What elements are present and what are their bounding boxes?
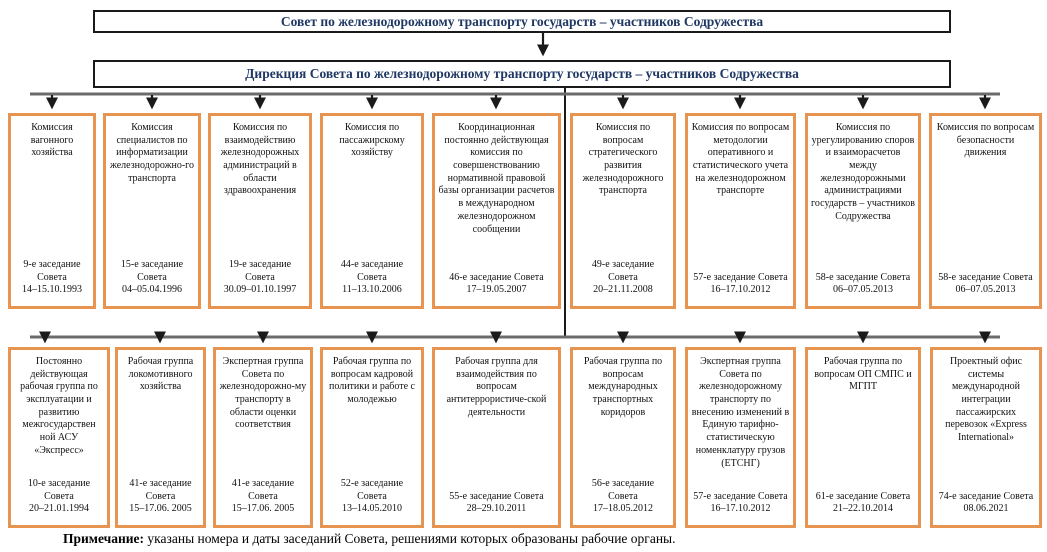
working-group-box-5	[432, 347, 561, 528]
commission-title: Комиссия по взаимодействию железнодорожных администраций в области здравоохранения	[220, 122, 300, 197]
directorate-box	[93, 60, 951, 88]
working-group-title: Проектный офис системы международной интеграции пассажирских перевозок «Express International»	[945, 356, 1027, 444]
commission-session	[438, 272, 555, 297]
working-group-session	[219, 478, 307, 516]
session-number: 19-е заседание Совета	[228, 258, 292, 283]
commission-box-4	[320, 113, 424, 309]
commission-title: Комиссия по вопросам стратегического развития железнодорожного транспорта	[582, 122, 664, 197]
session-date: 16–17.10.2012	[710, 284, 771, 296]
session-date: 06–07.05.2013	[955, 284, 1016, 296]
session-number: 41-е заседание Совета	[129, 477, 192, 502]
session-number: 74-е заседание Совета	[938, 490, 1034, 502]
working-group-title: Экспертная группа Совета по железнодорожному транспорту по внесению изменений в Единую тарифно-статистическую номенклатуру грузов (ЕТСНГ)	[691, 356, 790, 469]
session-date: 20–21.01.1994	[29, 503, 89, 515]
session-date: 06–07.05.2013	[833, 284, 893, 296]
working-group-title: Рабочая группа для взаимодействия по вопросам антитеррористиче-ской деятельности	[446, 356, 547, 418]
working-group-session	[438, 491, 555, 516]
session-date: 28–29.10.2011	[466, 503, 527, 515]
working-group-title: Рабочая группа локомотивного хозяйства	[127, 356, 194, 393]
working-group-session	[326, 478, 418, 516]
working-group-box-1	[8, 347, 110, 528]
session-number: 9-е заседание Совета	[23, 258, 81, 283]
working-group-session	[14, 478, 104, 516]
session-date: 13–14.05.2010	[342, 503, 402, 515]
working-group-box-6	[570, 347, 676, 528]
session-number: 56-е заседание Совета	[591, 477, 655, 502]
commission-title: Комиссия по вопросам безопасности движения	[936, 122, 1035, 159]
working-group-session	[691, 491, 790, 516]
commission-session	[326, 259, 418, 297]
commission-session	[691, 272, 790, 297]
working-group-title: Рабочая группа по вопросам ОП СМПС и МГПТ	[814, 356, 912, 393]
session-number: 52-е заседание Совета	[340, 477, 404, 502]
session-number: 58-е заседание Совета	[815, 271, 911, 283]
council-box	[93, 10, 951, 33]
commission-title: Комиссия вагонного хозяйства	[30, 122, 74, 159]
session-date: 04–05.04.1996	[122, 284, 182, 296]
commission-session	[811, 272, 915, 297]
commission-box-3	[208, 113, 312, 309]
session-number: 57-е заседание Совета	[693, 271, 788, 283]
working-group-title: Постоянно действующая рабочая группа по эксплуатации и развитию межгосударствен ной АСУ «Экспресс»	[20, 356, 98, 456]
session-number: 44-е заседание Совета	[340, 258, 404, 283]
session-number: 61-е заседание Совета	[815, 490, 911, 502]
commission-title: Комиссия по пассажирскому хозяйству	[339, 122, 405, 159]
session-number: 49-е заседание Совета	[591, 258, 655, 283]
commission-title: Комиссия специалистов по информатизации железнодорожно-го транспорта	[109, 122, 195, 184]
commission-session	[109, 259, 195, 297]
commission-session	[935, 272, 1036, 297]
working-group-box-4	[320, 347, 424, 528]
session-date: 16–17.10.2012	[710, 503, 771, 515]
working-group-session	[121, 478, 200, 516]
session-number: 10-е заседание Совета	[27, 477, 91, 502]
session-date: 17–18.05.2012	[593, 503, 653, 515]
commission-box-1	[8, 113, 96, 309]
session-date: 15–17.06. 2005	[129, 503, 192, 515]
session-number: 46-е заседание Совета	[449, 271, 544, 283]
session-number: 41-е заседание Совета	[231, 477, 295, 502]
session-date: 15–17.06. 2005	[231, 503, 295, 515]
commission-session	[214, 259, 306, 297]
commission-box-5	[432, 113, 561, 309]
council-title: Совет по железнодорожному транспорту государств – участников Содружества	[280, 13, 764, 29]
session-number: 58-е заседание Совета	[938, 271, 1033, 283]
working-group-title: Рабочая группа по вопросам международных транспортных коридоров	[583, 356, 663, 418]
session-date: 14–15.10.1993	[22, 284, 82, 296]
session-date: 20–21.11.2008	[593, 284, 653, 296]
working-group-session	[576, 478, 670, 516]
working-group-session	[811, 491, 915, 516]
working-group-box-2	[115, 347, 206, 528]
session-date: 17–19.05.2007	[466, 284, 527, 296]
commission-box-6	[570, 113, 676, 309]
working-group-title: Экспертная группа Совета по железнодорожно-му транспорту в области оценки соответствия	[219, 356, 307, 431]
commission-box-9	[929, 113, 1042, 309]
session-number: 55-е заседание Совета	[449, 490, 544, 502]
commission-title: Координационная постоянно действующая комиссия по совершенствованию нормативной правовой базы организации расчетов в международном железнодорожном сообщении	[438, 122, 555, 235]
session-date: 30.09–01.10.1997	[223, 284, 297, 296]
directorate-title: Дирекция Совета по железнодорожному транспорту государств – участников Содружества	[245, 66, 799, 81]
commission-title: Комиссия по урегулированию споров и взаиморасчетов между железнодорожными администрациями государств – участников Содружества	[811, 122, 915, 222]
session-date: 11–13.10.2006	[342, 284, 402, 296]
commission-box-2	[103, 113, 201, 309]
working-group-box-8	[805, 347, 921, 528]
commission-box-7	[685, 113, 796, 309]
footnote-label: Примечание:	[63, 531, 145, 546]
working-group-box-7	[685, 347, 796, 528]
footnote	[63, 531, 1023, 547]
commission-box-8	[805, 113, 921, 309]
session-number: 57-е заседание Совета	[693, 490, 788, 502]
working-group-box-9	[930, 347, 1042, 528]
session-number: 15-е заседание Совета	[120, 258, 184, 283]
commission-session	[576, 259, 670, 297]
working-group-session	[936, 491, 1036, 516]
footnote-text: указаны номера и даты заседаний Совета, решениями которых образованы рабочие органы.	[147, 531, 676, 546]
working-group-title: Рабочая группа по вопросам кадровой политики и работе с молодежью	[329, 356, 415, 406]
session-date: 21–22.10.2014	[833, 503, 893, 515]
session-date: 08.06.2021	[963, 503, 1009, 515]
working-group-box-3	[213, 347, 313, 528]
commission-title: Комиссия по вопросам методологии оперативного и статистического учета на железнодорожном транспорте	[691, 122, 790, 197]
commission-session	[14, 259, 90, 297]
